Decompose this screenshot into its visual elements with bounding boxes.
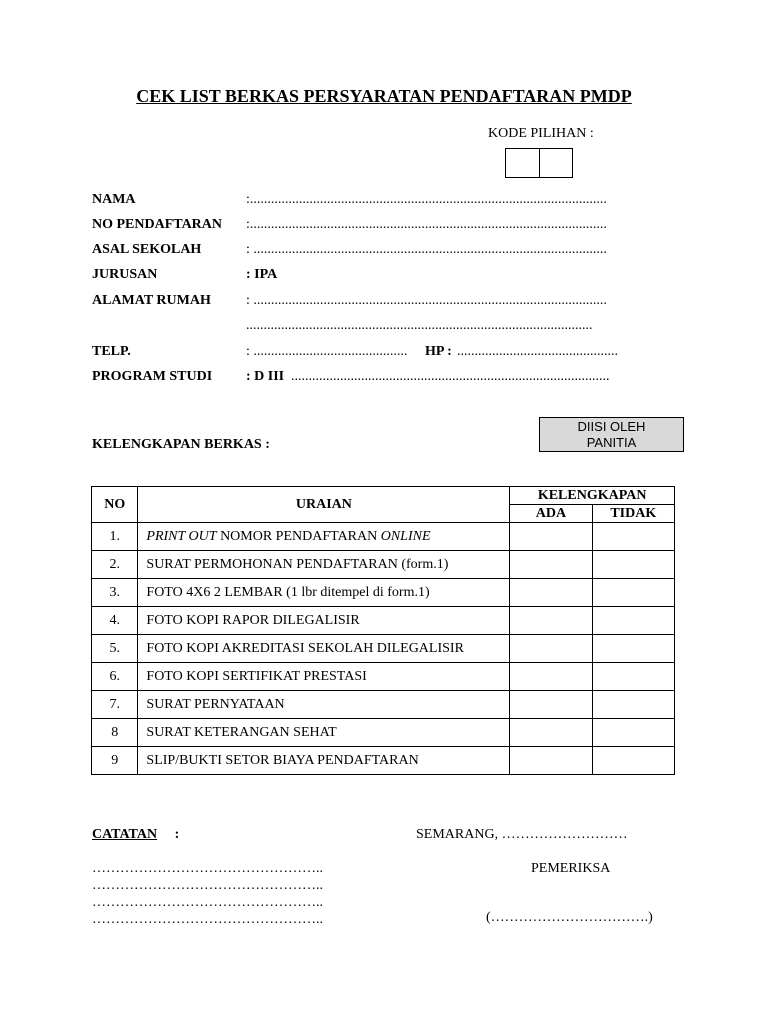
field-value-jurusan: : IPA (246, 267, 278, 282)
table-row (92, 635, 675, 663)
field-label-program-studi: PROGRAM STUDI (92, 369, 213, 384)
field-value-program-studi: : D III (246, 369, 285, 384)
header-no: NO (92, 487, 138, 523)
ada-checkbox-cell[interactable] (510, 523, 592, 551)
ada-checkbox-cell[interactable] (510, 551, 592, 579)
row-uraian: FOTO KOPI AKREDITASI SEKOLAH DILEGALISIR (138, 635, 510, 663)
ada-checkbox-cell[interactable] (510, 663, 592, 691)
tidak-checkbox-cell[interactable] (592, 747, 674, 775)
table-row (92, 551, 675, 579)
row-no: 6. (92, 663, 138, 691)
row-no: 8 (92, 719, 138, 747)
row-uraian (138, 523, 510, 551)
header-tidak: TIDAK (592, 505, 674, 523)
row-no: 3. (92, 579, 138, 607)
field-label-telp: TELP. (92, 344, 131, 359)
tidak-checkbox-cell[interactable] (592, 663, 674, 691)
tidak-checkbox-cell[interactable] (592, 635, 674, 663)
row-uraian-italic-1: PRINT OUT (146, 528, 217, 544)
pemeriksa-signature-line[interactable]: (…………………………….) (486, 910, 653, 925)
row-no: 2. (92, 551, 138, 579)
table-row (92, 747, 675, 775)
kode-pilihan-cell-2[interactable] (539, 149, 573, 177)
panitia-line-2: PANITIA (586, 435, 637, 450)
tidak-checkbox-cell[interactable] (592, 579, 674, 607)
row-uraian: FOTO 4X6 2 LEMBAR (1 lbr ditempel di form.1) (138, 579, 510, 607)
table-row (92, 691, 675, 719)
row-no: 9 (92, 747, 138, 775)
tidak-checkbox-cell[interactable] (592, 523, 674, 551)
table-row (92, 579, 675, 607)
field-value-hp[interactable]: .............................................. (457, 344, 618, 359)
diisi-oleh-panitia-box (539, 417, 684, 452)
catatan-colon: : (174, 827, 180, 842)
ada-checkbox-cell[interactable] (510, 579, 592, 607)
row-uraian: SLIP/BUKTI SETOR BIAYA PENDAFTARAN (138, 747, 510, 775)
kode-pilihan-label: KODE PILIHAN : (488, 126, 594, 141)
page-title: CEK LIST BERKAS PERSYARATAN PENDAFTARAN PMDP (136, 86, 632, 106)
header-ada: ADA (510, 505, 592, 523)
row-no: 1. (92, 523, 138, 551)
row-uraian: SURAT PERNYATAAN (138, 691, 510, 719)
field-label-jurusan: JURUSAN (92, 267, 158, 282)
catatan-label-group (92, 827, 179, 843)
field-label-hp: HP : (425, 344, 452, 359)
ada-checkbox-cell[interactable] (510, 747, 592, 775)
field-label-alamat-rumah: ALAMAT RUMAH (92, 293, 211, 308)
row-no: 4. (92, 607, 138, 635)
table-row (92, 663, 675, 691)
field-label-nama: NAMA (92, 192, 136, 207)
table-row (92, 523, 675, 551)
row-uraian: SURAT KETERANGAN SEHAT (138, 719, 510, 747)
row-uraian-text: NOMOR PENDAFTARAN (216, 528, 381, 544)
semarang-date-line[interactable]: SEMARANG, ……………………… (416, 827, 628, 842)
row-no: 7. (92, 691, 138, 719)
catatan-line-3[interactable]: ………………………………………….. (92, 895, 323, 910)
header-uraian: URAIAN (138, 487, 510, 523)
kelengkapan-berkas-label: KELENGKAPAN BERKAS : (92, 437, 270, 452)
catatan-line-2[interactable]: ………………………………………….. (92, 878, 323, 893)
pemeriksa-label: PEMERIKSA (531, 861, 611, 876)
berkas-checklist-table (91, 486, 675, 775)
field-label-no-pendaftaran: NO PENDAFTARAN (92, 217, 223, 232)
ada-checkbox-cell[interactable] (510, 691, 592, 719)
panitia-line-1: DIISI OLEH (577, 419, 646, 434)
row-no: 5. (92, 635, 138, 663)
field-label-asal-sekolah: ASAL SEKOLAH (92, 242, 202, 257)
ada-checkbox-cell[interactable] (510, 635, 592, 663)
field-value-alamat-rumah-line2[interactable]: ................................................................................................... (246, 318, 593, 333)
field-value-telp[interactable]: : ............................................ (246, 344, 408, 359)
field-value-alamat-rumah[interactable]: : ..................................................................................................... (246, 293, 607, 308)
catatan-line-1[interactable]: ………………………………………….. (92, 861, 323, 876)
ada-checkbox-cell[interactable] (510, 607, 592, 635)
catatan-line-4[interactable]: ………………………………………….. (92, 912, 323, 927)
table-row (92, 719, 675, 747)
row-uraian-italic-2: ONLINE (380, 528, 431, 544)
catatan-label: CATATAN (92, 827, 158, 842)
tidak-checkbox-cell[interactable] (592, 607, 674, 635)
header-kelengkapan: KELENGKAPAN (510, 487, 675, 505)
field-value-program-studi-dots[interactable]: ........................................................................................... (291, 369, 610, 384)
kode-pilihan-cell-1[interactable] (506, 149, 539, 177)
tidak-checkbox-cell[interactable] (592, 691, 674, 719)
kode-pilihan-box[interactable] (505, 148, 573, 178)
tidak-checkbox-cell[interactable] (592, 551, 674, 579)
tidak-checkbox-cell[interactable] (592, 719, 674, 747)
row-uraian: FOTO KOPI SERTIFIKAT PRESTASI (138, 663, 510, 691)
row-uraian: FOTO KOPI RAPOR DILEGALISIR (138, 607, 510, 635)
table-row (92, 607, 675, 635)
field-value-nama[interactable]: :...................................................................................................... (246, 192, 607, 207)
field-value-asal-sekolah[interactable]: : ..................................................................................................... (246, 242, 607, 257)
field-value-no-pendaftaran[interactable]: :...................................................................................................... (246, 217, 607, 232)
ada-checkbox-cell[interactable] (510, 719, 592, 747)
row-uraian: SURAT PERMOHONAN PENDAFTARAN (form.1) (138, 551, 510, 579)
